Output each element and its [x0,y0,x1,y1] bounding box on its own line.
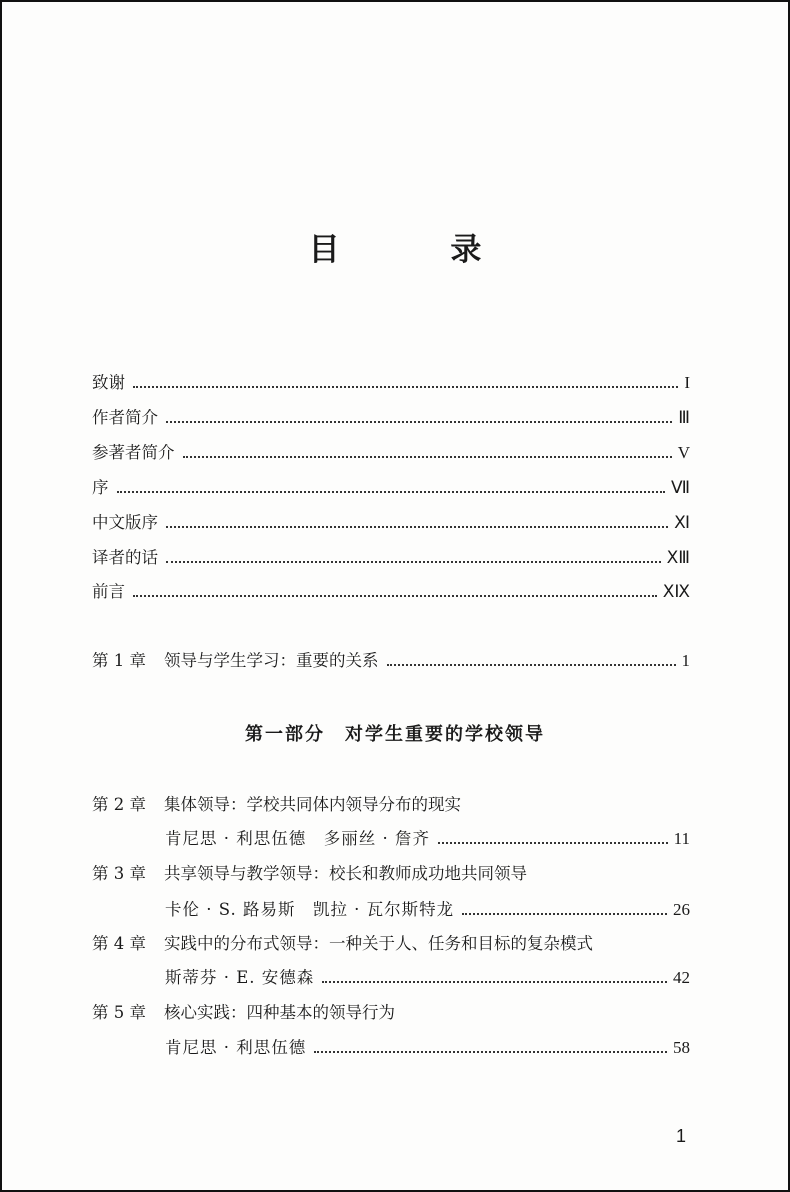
chapter-number: 第 3 章 [92,864,146,883]
page-number: 1 [675,1126,686,1146]
chapter-title: 领导与学生学习：重要的关系 [164,651,379,670]
dot-leader [387,664,676,666]
chapter-authors: 斯蒂芬 · E. 安德森 [165,968,315,987]
toc-entry-page: ⅩⅨ [662,582,690,601]
chapter-authors: 肯尼思 · 利思伍德 [165,1038,307,1057]
toc-entry-page: I [684,373,690,392]
toc-entry-label: 参著者简介 [92,443,175,462]
chapter-number: 第 2 章 [92,795,146,814]
toc-entry[interactable] [92,407,690,429]
chapter-number: 第 5 章 [92,1003,146,1022]
toc-chapter-entry[interactable] [92,650,690,672]
dot-leader [183,456,672,458]
dot-leader [166,526,668,528]
toc-entry-page: 42 [673,968,690,987]
chapter-title: 共享领导与教学领导：校长和教师成功地共同领导 [164,864,527,883]
toc-entry-page: 26 [673,900,690,919]
chapter-title: 实践中的分布式领导：一种关于人、任务和目标的复杂模式 [164,934,593,953]
toc-chapter-heading[interactable] [92,863,692,885]
toc-entry-label: 序 [92,478,109,497]
toc-chapter-heading[interactable] [92,1002,692,1024]
toc-entry-page: Ⅶ [670,478,690,497]
toc-entry-label: 前言 [92,582,125,601]
toc-entry-page: 58 [673,1038,690,1057]
toc-entry[interactable] [92,477,690,499]
part-title: 第一部分 对学生重要的学校领导 [245,724,545,745]
chapter-number: 第 1 章 [92,651,146,670]
toc-entry-page: 1 [681,651,690,670]
toc-entry-label: 中文版序 [92,513,158,532]
chapter-title: 集体领导：学校共同体内领导分布的现实 [164,795,461,814]
dot-leader [314,1051,667,1053]
toc-entry-label: 作者简介 [92,408,158,427]
toc-chapter-heading[interactable] [92,933,692,955]
toc-entry-page: 11 [673,829,690,848]
dot-leader [438,842,668,844]
toc-entry-page: Ⅺ [674,513,690,532]
dot-leader [462,913,667,915]
toc-author-entry[interactable] [165,899,690,921]
toc-entry-label: 致谢 [92,373,125,392]
dot-leader [166,561,661,563]
toc-entry-page: Ⅲ [678,408,690,427]
toc-entry[interactable] [92,442,690,464]
toc-chapter-heading[interactable] [92,794,692,816]
toc-author-entry[interactable] [165,967,690,989]
dot-leader [117,491,665,493]
toc-entry[interactable] [92,512,690,534]
toc-title: 目 录 [308,232,532,268]
toc-author-entry[interactable] [165,828,690,850]
dot-leader [166,421,672,423]
chapter-number: 第 4 章 [92,934,146,953]
dot-leader [322,981,667,983]
toc-entry[interactable] [92,547,690,569]
toc-entry-label: 译者的话 [92,548,158,567]
toc-entry[interactable] [92,372,690,394]
dot-leader [133,595,657,597]
chapter-authors: 肯尼思 · 利思伍德 多丽丝 · 詹齐 [165,829,430,848]
toc-entry-page: ⅩⅢ [666,548,690,567]
chapter-title: 核心实践：四种基本的领导行为 [164,1003,395,1022]
toc-author-entry[interactable] [165,1037,690,1059]
chapter-authors: 卡伦 · S. 路易斯 凯拉 · 瓦尔斯特龙 [165,900,455,919]
toc-entry-page: V [677,443,690,462]
toc-entry[interactable] [92,581,690,603]
dot-leader [133,386,678,388]
